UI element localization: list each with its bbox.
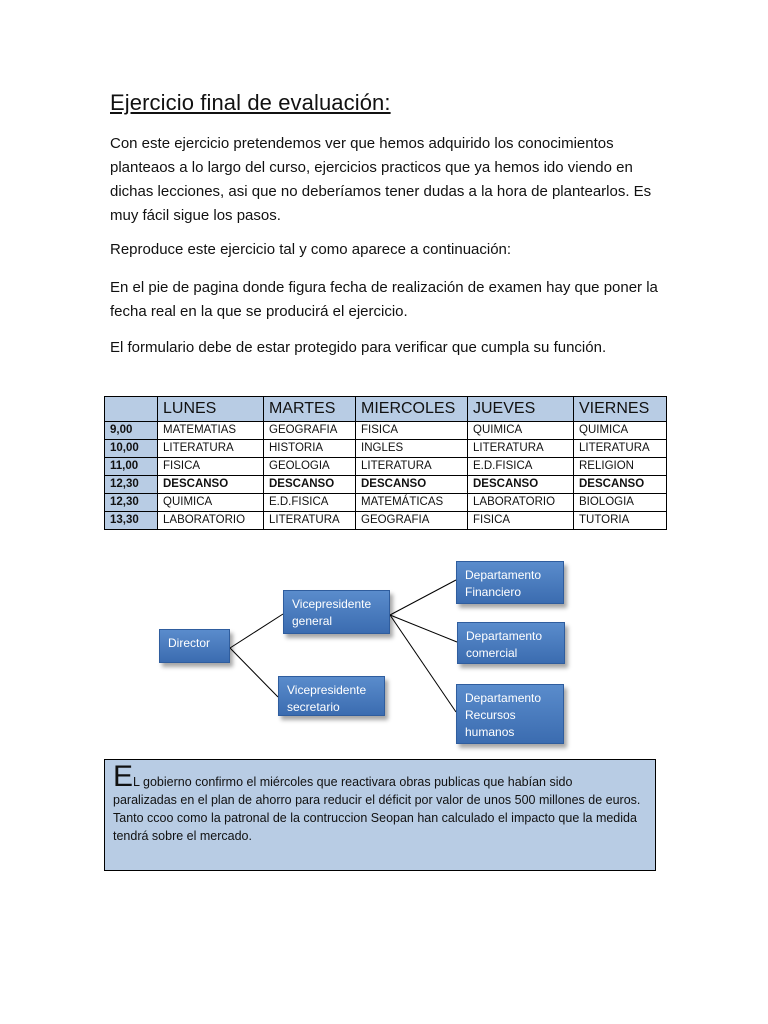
- header-cell-blank: [105, 397, 158, 422]
- org-box-departamento-financiero: Departamento Financiero: [456, 561, 564, 604]
- news-first-word-rest: L: [133, 775, 140, 789]
- table-cell: RELIGION: [574, 458, 667, 476]
- table-cell: DESCANSO: [574, 476, 667, 494]
- table-cell: LITERATURA: [468, 440, 574, 458]
- table-cell: GEOLOGIA: [264, 458, 356, 476]
- time-cell: 12,30: [105, 476, 158, 494]
- table-row-break: [105, 476, 667, 494]
- table-cell: E.D.FISICA: [264, 494, 356, 512]
- time-cell: 11,00: [105, 458, 158, 476]
- news-paragraph-1: [113, 760, 647, 809]
- table-row: [105, 512, 667, 530]
- table-row: [105, 458, 667, 476]
- connector-vpg-rrhh: [390, 615, 456, 712]
- footer-instruction-paragraph: En el pie de pagina donde figura fecha de realización de examen hay que poner la fecha real en la que se producirá el ejercicio.: [110, 279, 658, 320]
- table-cell: FISICA: [356, 422, 468, 440]
- table-cell: LITERATURA: [574, 440, 667, 458]
- table-row: [105, 440, 667, 458]
- org-box-departamento-comercial: Departamento comercial: [457, 622, 565, 664]
- time-cell: 12,30: [105, 494, 158, 512]
- time-cell: 10,00: [105, 440, 158, 458]
- table-cell: HISTORIA: [264, 440, 356, 458]
- table-cell: QUIMICA: [158, 494, 264, 512]
- time-cell: 9,00: [105, 422, 158, 440]
- header-cell-jueves: JUEVES: [468, 397, 574, 422]
- table-row: [105, 422, 667, 440]
- table-cell: FISICA: [468, 512, 574, 530]
- connector-vpg-comercial: [390, 615, 457, 642]
- table-cell: E.D.FISICA: [468, 458, 574, 476]
- org-box-vicepresidente-secretario: Vicepresidente secretario: [278, 676, 385, 716]
- table-cell: DESCANSO: [158, 476, 264, 494]
- schedule-table: [104, 396, 667, 530]
- header-cell-miercoles: MIERCOLES: [356, 397, 468, 422]
- org-box-director: Director: [159, 629, 230, 663]
- table-cell: DESCANSO: [264, 476, 356, 494]
- table-cell: LABORATORIO: [158, 512, 264, 530]
- news-paragraph-2: Tanto ccoo como la patronal de la contruccion Seopan han calculado el impacto que la medida tendrá sobre el mercado.: [113, 811, 637, 843]
- connector-director-vps: [230, 648, 278, 697]
- news-box: [104, 759, 656, 871]
- header-cell-lunes: LUNES: [158, 397, 264, 422]
- connector-vpg-financiero: [390, 580, 456, 615]
- org-box-vicepresidente-general: Vicepresidente general: [283, 590, 390, 634]
- table-cell: QUIMICA: [468, 422, 574, 440]
- news-line-rest: paralizadas en el plan de ahorro para reducir el déficit por valor de unos 500 millones de euros.: [113, 793, 641, 807]
- table-cell: QUIMICA: [574, 422, 667, 440]
- news-dropcap: E: [113, 760, 134, 793]
- header-cell-martes: MARTES: [264, 397, 356, 422]
- table-cell: LABORATORIO: [468, 494, 574, 512]
- table-cell: FISICA: [158, 458, 264, 476]
- table-cell: MATEMATIAS: [158, 422, 264, 440]
- schedule-header-row: [105, 397, 667, 422]
- table-cell: MATEMÁTICAS: [356, 494, 468, 512]
- instruction-paragraph: Reproduce este ejercicio tal y como aparece a continuación:: [110, 241, 512, 258]
- intro-paragraph: Con este ejercicio pretendemos ver que hemos adquirido los conocimientos planteaos a lo largo del curso, ejercicios practicos que ya hemos ido viendo en dichas lecciones, asi que no deberíamos tener dudas a la hora de plantearlos. Es muy fácil sigue los pasos.: [110, 135, 652, 224]
- header-cell-viernes: VIERNES: [574, 397, 667, 422]
- table-cell: GEOGRAFIA: [356, 512, 468, 530]
- table-cell: DESCANSO: [356, 476, 468, 494]
- table-cell: LITERATURA: [158, 440, 264, 458]
- table-cell: LITERATURA: [356, 458, 468, 476]
- document-title: Ejercicio final de evaluación:: [110, 90, 391, 115]
- table-row: [105, 494, 667, 512]
- table-cell: DESCANSO: [468, 476, 574, 494]
- table-cell: GEOGRAFIA: [264, 422, 356, 440]
- org-box-departamento-rrhh: Departamento Recursos humanos: [456, 684, 564, 744]
- time-cell: 13,30: [105, 512, 158, 530]
- table-cell: BIOLOGIA: [574, 494, 667, 512]
- connector-director-vpg: [230, 614, 283, 648]
- news-line-1: gobierno confirmo el miércoles que reactivara obras publicas que habían sido: [139, 775, 573, 789]
- form-instruction-paragraph: El formulario debe de estar protegido para verificar que cumpla su función.: [110, 339, 607, 356]
- table-cell: TUTORIA: [574, 512, 667, 530]
- table-cell: LITERATURA: [264, 512, 356, 530]
- table-cell: INGLES: [356, 440, 468, 458]
